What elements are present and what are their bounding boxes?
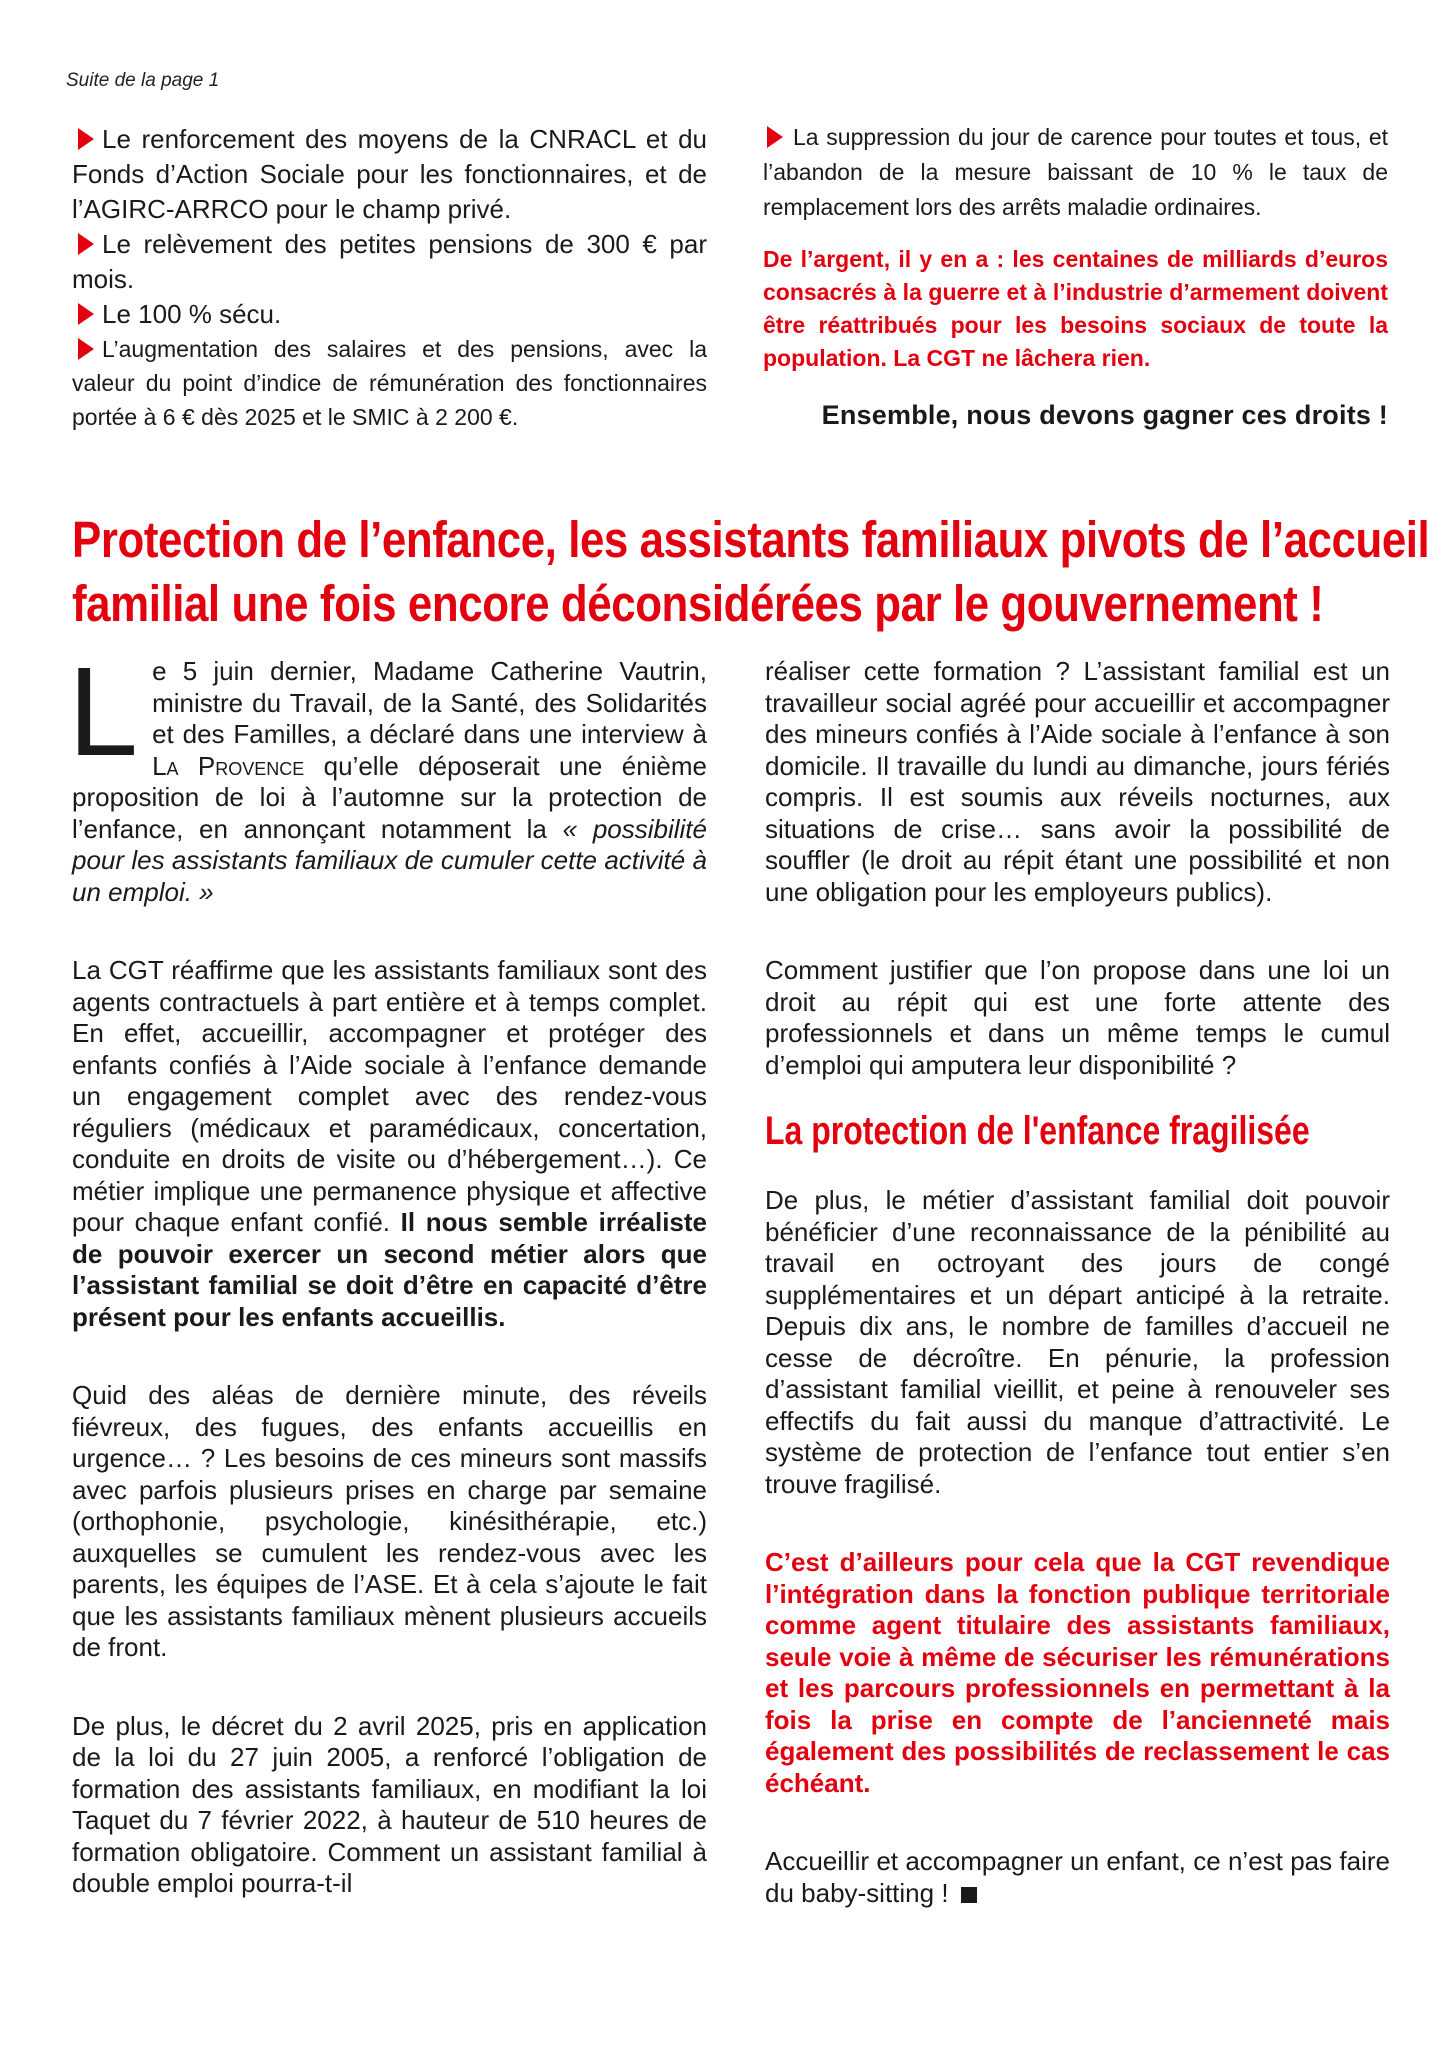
cgt-demand-paragraph: C’est d’ailleurs pour cela que la CGT revendique l’intégration dans la fonction publique territoriale comme agent titulaire des assistants familiaux, seule voie à même de sécuriser les rémunérations et les parcours professionnels en permettant à la fois la prise en compte de l’ancienneté mais également des possibilités de reclassement le cas échéant.	[765, 1547, 1390, 1798]
newspaper-name: La Provence	[152, 750, 305, 781]
headline-line-1: Protection de l’enfance, les assistants familiaux pivots de l’accueil	[72, 511, 1430, 568]
demand-item: Le relèvement des petites pensions de 300 € par mois.	[72, 229, 707, 294]
continuation-note: Suite de la page 1	[66, 70, 220, 91]
minister-quote: « possibilité pour les assistants familiaux de cumuler cette activité à un emploi. »	[72, 813, 707, 907]
demand-item: La suppression du jour de carence pour toutes et tous, et l’abandon de la mesure baissant de 10 % le taux de remplacement lors des arrêts maladie ordinaires.	[763, 124, 1388, 220]
demands-list-right	[763, 120, 1388, 460]
demand-item: Le 100 % sécu.	[72, 297, 707, 332]
triangle-bullet-icon	[78, 233, 94, 255]
article-headline	[72, 508, 1430, 636]
money-statement: De l’argent, il y en a : les centaines de milliards d’euros consacrés à la guerre et à l’industrie d’armement doivent être réattribués pour les besoins sociaux de toute la population. La CGT ne lâchera rien.	[763, 246, 1388, 371]
demand-item: Le renforcement des moyens de la CNRACL et du Fonds d’Action Sociale pour les fonctionnaires, et de l’AGIRC-ARRCO pour le champ privé.	[72, 124, 707, 224]
paragraph: La CGT réaffirme que les assistants familiaux sont des agents contractuels à part entière et à temps complet. En effet, accueillir, accompagner et protéger des enfants confiés à l’Aide sociale à l’enfance demande un engagement complet avec des rendez-vous réguliers (médicaux et paramédicaux, concertation, conduite en droits de visite ou d’hébergement…). Ce métier implique une permanence physique et affective pour chaque enfant confié. Il nous semble irréaliste de pouvoir exercer un second métier alors que l’assistant familial se doit d’être en capacité d’être présent pour les enfants accueillis.	[72, 955, 708, 1332]
paragraph: De plus, le décret du 2 avril 2025, pris en application de la loi du 27 juin 2005, a renforcé l’obligation de formation des assistants familiaux, en modifiant la loi Taquet du 7 février 2022, à hauteur de 510 heures de formation obligatoire. Comment un assistant familial à double emploi pourra-t-il	[72, 1710, 707, 1898]
paragraph: réaliser cette formation ? L’assistant familial est un travailleur social agréé pour accueillir et accompagner des mineurs confiés à l’Aide sociale à l’enfance à son domicile. Il travaille du lundi au dimanche, jours fériés compris. Il est soumis aux réveils nocturnes, aux situations de crise… sans avoir la possibilité de souffler (le droit au répit étant une possibilité et non une obligation pour les employeurs publics).	[765, 656, 1390, 907]
triangle-bullet-icon	[78, 128, 94, 150]
emphasis-text: Il nous semble irréaliste de pouvoir exercer un second métier alors que l’assistant familial se doit d’être en capacité d’être présent pour les enfants accueillis.	[72, 1207, 708, 1332]
article-column-right	[765, 656, 1390, 1909]
intro-paragraph: Le 5 juin dernier, Madame Catherine Vautrin, ministre du Travail, de la Santé, des Solidarités et des Familles, a déclaré dans une interview à La Provence qu’elle déposerait une énième proposition de loi à l’automne sur la protection de l’enfance, en annonçant notamment la « possibilité pour les assistants familiaux de cumuler cette activité à un emploi. »	[68, 641, 708, 907]
end-mark-icon	[961, 1887, 977, 1903]
triangle-bullet-icon	[78, 303, 94, 325]
paragraph: Comment justifier que l’on propose dans une loi un droit au répit qui est une forte attente des professionnels et dans un même temps le cumul d’emploi qui amputera leur disponibilité ?	[765, 955, 1390, 1080]
demands-list-left	[72, 122, 707, 434]
paragraph: Quid des aléas de dernière minute, des réveils fiévreux, des fugues, des enfants accueillis en urgence… ? Les besoins de ces mineurs sont massifs avec parfois plusieurs prises en charge par semaine (orthophonie, psychologie, kinésithérapie, etc.) auxquelles se cumulent les rendez-vous avec les parents, les équipes de l’ASE. Et à cela s’ajoute le fait que les assistants familiaux mènent plusieurs accueils de front.	[72, 1380, 707, 1662]
article-column-left	[68, 641, 708, 1900]
demand-item: L’augmentation des salaires et des pensions, avec la valeur du point d’indice de rémunération des fonctionnaires portée à 6 € dès 2025 et le SMIC à 2 200 €.	[72, 336, 707, 430]
triangle-bullet-icon	[78, 338, 94, 360]
triangle-bullet-icon	[767, 126, 783, 148]
headline-line-2: familial une fois encore déconsidérées par le gouvernement !	[72, 575, 1324, 632]
drop-cap: L	[68, 641, 139, 782]
section-subheading: La protection de l'enfance fragilisée	[765, 1109, 1310, 1153]
together-slogan: Ensemble, nous devons gagner ces droits !	[821, 400, 1388, 430]
closing-paragraph: Accueillir et accompagner un enfant, ce n’est pas faire du baby-sitting !	[765, 1846, 1390, 1908]
paragraph: De plus, le métier d’assistant familial doit pouvoir bénéficier d’une reconnaissance de la pénibilité au travail en octroyant des jours de congé supplémentaires et un départ anticipé à la retraite. Depuis dix ans, le nombre de familles d’accueil ne cesse de décroître. En pénurie, la profession d’assistant familial vieillit, et peine à renouveler ses effectifs du fait aussi du manque d’attractivité. Le système de protection de l’enfance tout entier s’en trouve fragilisé.	[765, 1185, 1390, 1499]
